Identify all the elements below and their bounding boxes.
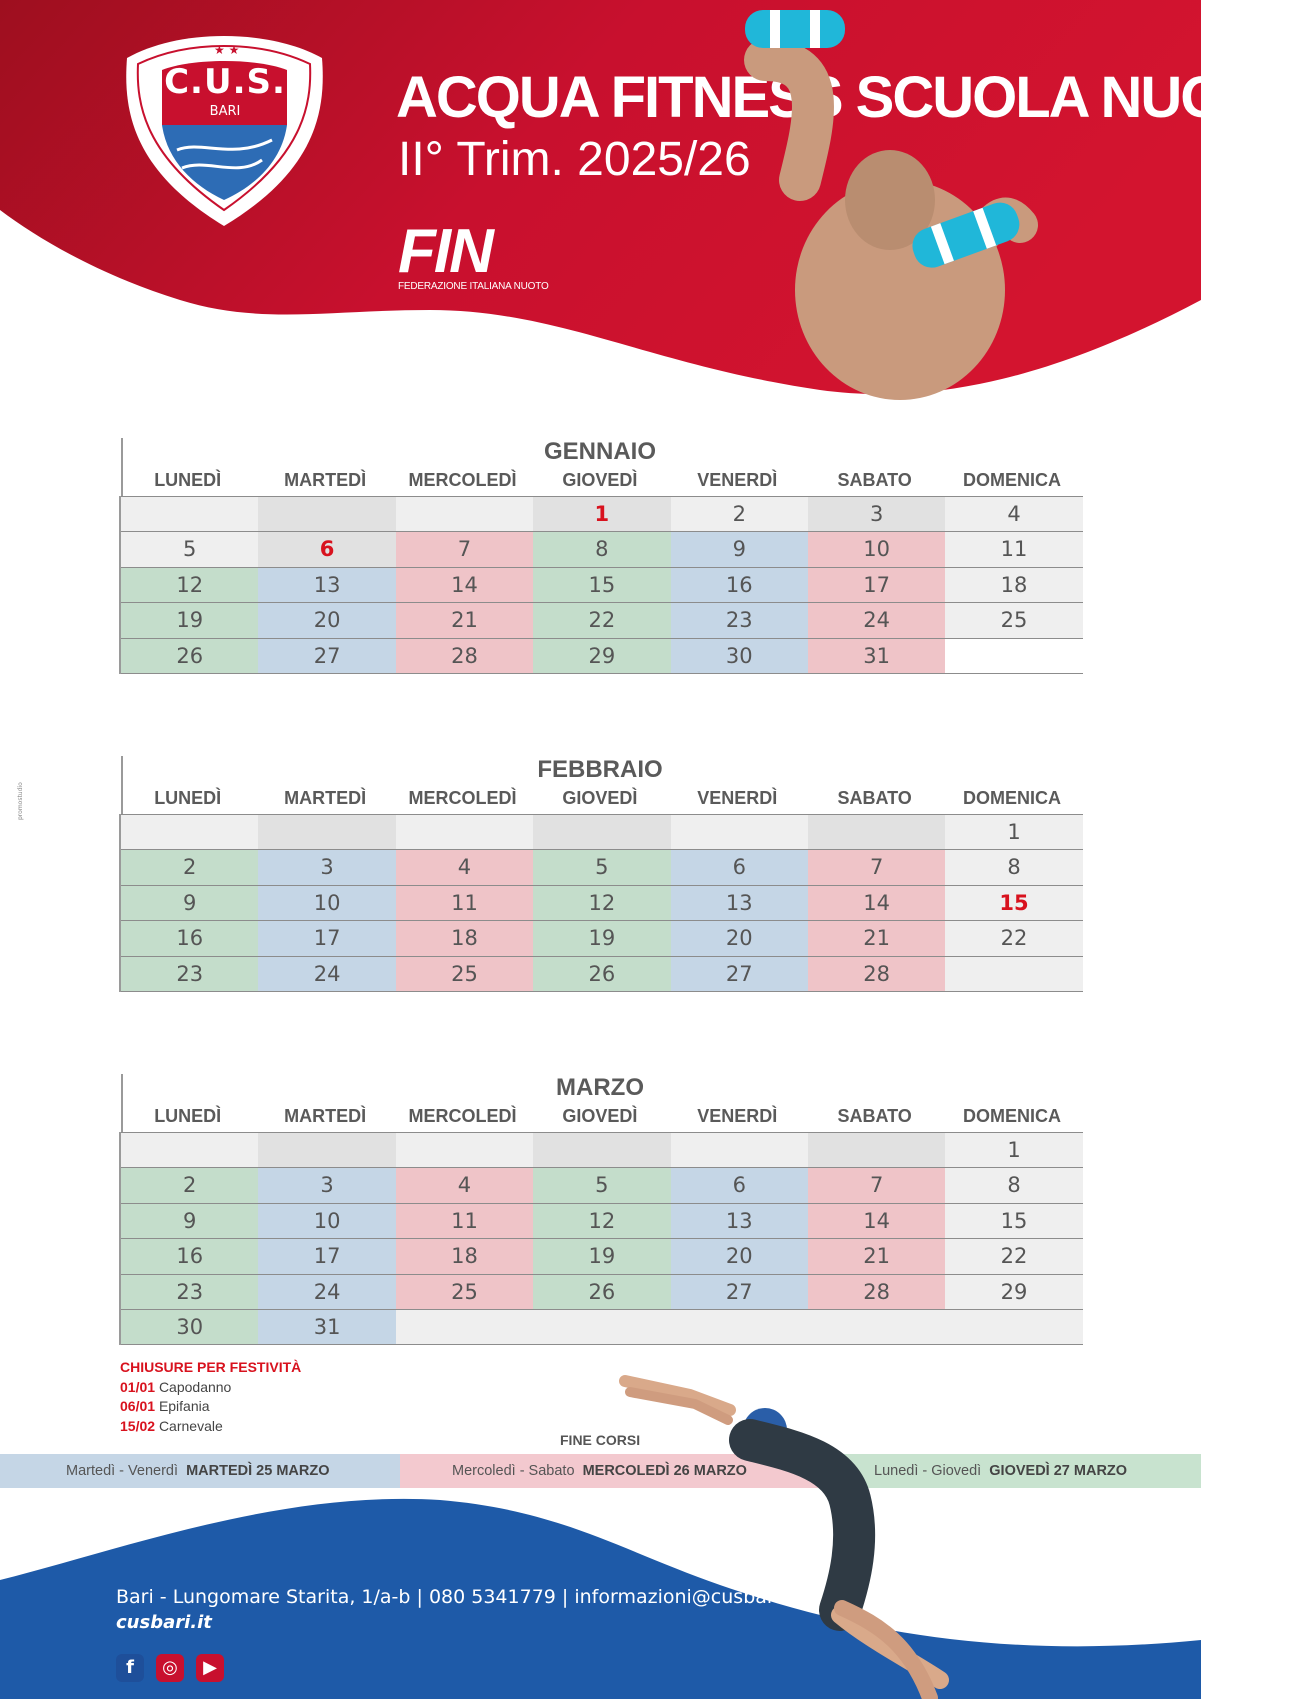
calendar-day: 12 [121, 568, 258, 602]
contact-address: Bari - Lungomare Starita, 1/a-b | 080 5341779 | informazioni@cusbari.it [116, 1586, 799, 1608]
calendar-day: 8 [945, 850, 1082, 884]
facebook-icon[interactable]: f [116, 1654, 144, 1682]
calendar-week-row [121, 496, 1083, 531]
calendar-day: 11 [396, 886, 533, 920]
calendar-day: 29 [945, 1275, 1082, 1309]
calendar-day: 7 [808, 850, 945, 884]
calendar-day: 31 [258, 1310, 395, 1344]
calendar-day: 18 [396, 1239, 533, 1273]
calendar-day: 7 [808, 1168, 945, 1202]
weekday-header: MERCOLEDÌ [408, 1106, 517, 1126]
page-title: ACQUA FITNESS SCUOLA NUOTO [396, 65, 1299, 130]
calendar-empty-day [945, 639, 1082, 673]
calendar-day: 10 [258, 1204, 395, 1238]
calendar-day: 13 [258, 568, 395, 602]
closure-item: 06/01 Epifania [120, 1398, 210, 1414]
calendar-day: 8 [533, 532, 670, 566]
calendar-day: 11 [945, 532, 1082, 566]
calendar-day: 28 [808, 957, 945, 991]
calendar-day: 24 [258, 957, 395, 991]
calendar-empty-day [396, 1133, 533, 1167]
calendar-day: 9 [121, 886, 258, 920]
calendar-empty-day [396, 497, 533, 531]
calendar-week-row [121, 1203, 1083, 1238]
calendar-week-row [121, 814, 1083, 849]
svg-text:★ ★: ★ ★ [214, 43, 240, 57]
calendar-day: 5 [533, 850, 670, 884]
fine-corsi-band-wed-sat: Mercoledì - Sabato MERCOLEDÌ 26 MARZO [400, 1454, 840, 1488]
calendar-grid [119, 496, 1083, 674]
calendar-day: 4 [396, 1168, 533, 1202]
calendar-day: 4 [945, 497, 1082, 531]
calendar-day: 3 [258, 1168, 395, 1202]
calendar-day: 1 [945, 815, 1082, 849]
calendar-day: 28 [808, 1275, 945, 1309]
calendar-day: 12 [533, 1204, 670, 1238]
calendar-day: 22 [945, 921, 1082, 955]
grid-left-border [121, 756, 123, 814]
calendar-week-row [121, 531, 1083, 566]
calendar-week-row [121, 956, 1083, 992]
calendar-day: 21 [808, 921, 945, 955]
calendar-day: 13 [671, 886, 808, 920]
weekday-header: MERCOLEDÌ [408, 788, 517, 808]
weekday-header: VENERDÌ [697, 788, 778, 808]
calendar-day: 10 [258, 886, 395, 920]
calendar-day: 19 [533, 921, 670, 955]
calendar-empty-day [121, 497, 258, 531]
calendar-empty-day [396, 815, 533, 849]
calendar-day: 30 [121, 1310, 258, 1344]
calendar-day: 18 [945, 568, 1082, 602]
calendar-day: 25 [945, 603, 1082, 637]
weekday-header: VENERDÌ [697, 470, 778, 490]
calendar-day: 17 [258, 921, 395, 955]
fin-logo-subtitle: FEDERAZIONE ITALIANA NUOTO [398, 281, 549, 292]
instagram-icon[interactable]: ◎ [156, 1654, 184, 1682]
calendar-grid [119, 814, 1083, 992]
month-title: FEBBRAIO [537, 756, 663, 783]
calendar-day: 14 [396, 568, 533, 602]
calendar-day: 28 [396, 639, 533, 673]
calendar-day: 5 [533, 1168, 670, 1202]
calendar-day: 27 [671, 1275, 808, 1309]
calendar-day: 2 [121, 1168, 258, 1202]
weekday-header: GIOVEDÌ [562, 788, 638, 808]
calendar-day: 26 [121, 639, 258, 673]
calendar-week-row [121, 1274, 1083, 1309]
holiday-closures [120, 1358, 301, 1436]
calendar-day: 22 [945, 1239, 1082, 1273]
calendar-empty-day [258, 497, 395, 531]
calendar-week-row [121, 920, 1083, 955]
calendar-day: 26 [533, 957, 670, 991]
calendar-week-row [121, 567, 1083, 602]
calendar-day: 17 [808, 568, 945, 602]
weekday-header: MARTEDÌ [284, 788, 367, 808]
weekday-header: DOMENICA [963, 788, 1062, 808]
weekday-header: LUNEDÌ [154, 788, 222, 808]
calendar-day: 13 [671, 1204, 808, 1238]
calendar-day: 20 [671, 921, 808, 955]
calendar-day: 16 [121, 921, 258, 955]
logo-text: C.U.S. [164, 62, 286, 102]
youtube-icon[interactable]: ▶ [196, 1654, 224, 1682]
calendar-day: 24 [808, 603, 945, 637]
weekday-header: MARTEDÌ [284, 470, 367, 490]
weekday-header: LUNEDÌ [154, 470, 222, 490]
weekday-header-row [119, 470, 1081, 491]
swimmer-image [610, 1380, 1040, 1699]
calendar-empty-day [533, 815, 670, 849]
calendar-day: 16 [121, 1239, 258, 1273]
calendar-day: 7 [396, 532, 533, 566]
calendar-empty-day [121, 1133, 258, 1167]
calendar-day: 6 [258, 532, 395, 566]
calendar-day: 27 [671, 957, 808, 991]
fine-corsi-band-mon-thu: Lunedì - Giovedì GIOVEDÌ 27 MARZO [840, 1454, 1201, 1488]
calendar-empty-day [808, 1310, 945, 1344]
calendar-day: 16 [671, 568, 808, 602]
weekday-header-row [119, 788, 1081, 809]
calendar-day: 24 [258, 1275, 395, 1309]
calendar-day: 15 [945, 886, 1082, 920]
fine-corsi-title: FINE CORSI [560, 1432, 641, 1448]
calendar-week-row [121, 1132, 1083, 1167]
weekday-header: GIOVEDÌ [562, 1106, 638, 1126]
calendar-day: 19 [533, 1239, 670, 1273]
weekday-header: LUNEDÌ [154, 1106, 222, 1126]
calendar-empty-day [945, 1310, 1082, 1344]
calendar-empty-day [945, 957, 1082, 991]
calendar-empty-day [258, 1133, 395, 1167]
calendar-day: 9 [121, 1204, 258, 1238]
calendar-day: 11 [396, 1204, 533, 1238]
calendar-empty-day [533, 1310, 670, 1344]
calendar-day: 30 [671, 639, 808, 673]
calendar-day: 25 [396, 957, 533, 991]
grid-left-border [121, 438, 123, 496]
calendar-empty-day [258, 815, 395, 849]
calendar-week-row [121, 1309, 1083, 1345]
calendar-day: 2 [121, 850, 258, 884]
calendar-empty-day [671, 1310, 808, 1344]
weekday-header: DOMENICA [963, 470, 1062, 490]
closure-item: 01/01 Capodanno [120, 1378, 232, 1395]
calendar-empty-day [671, 1133, 808, 1167]
calendar-week-row [121, 1167, 1083, 1202]
closure-item: 15/02 Carnevale [120, 1417, 223, 1434]
calendar-day: 27 [258, 639, 395, 673]
website-link[interactable]: cusbari.it [116, 1612, 212, 1633]
weekday-header-row [119, 1106, 1081, 1127]
weekday-header: SABATO [837, 788, 912, 808]
calendar-day: 25 [396, 1275, 533, 1309]
calendar-empty-day [396, 1310, 533, 1344]
calendar-week-row [121, 602, 1083, 637]
calendar-day: 17 [258, 1239, 395, 1273]
calendar-day: 9 [671, 532, 808, 566]
calendar-day: 21 [396, 603, 533, 637]
calendar-day: 15 [533, 568, 670, 602]
calendar-day: 14 [808, 1204, 945, 1238]
calendar-day: 21 [808, 1239, 945, 1273]
month-title: GENNAIO [543, 438, 656, 465]
calendar-day: 31 [808, 639, 945, 673]
designer-credit: promostudio [17, 782, 24, 820]
calendar-day: 26 [533, 1275, 670, 1309]
calendar-day: 18 [396, 921, 533, 955]
calendar-week-row [121, 885, 1083, 920]
calendar-empty-day [671, 815, 808, 849]
calendar-day: 12 [533, 886, 670, 920]
weekday-header: SABATO [837, 470, 912, 490]
calendar-week-row [121, 1238, 1083, 1273]
calendar-day: 10 [808, 532, 945, 566]
calendar-day: 1 [945, 1133, 1082, 1167]
calendar-day: 23 [671, 603, 808, 637]
calendar-day: 22 [533, 603, 670, 637]
calendar-empty-day [121, 815, 258, 849]
calendar-day: 23 [121, 1275, 258, 1309]
fin-logo: FIN [398, 217, 492, 286]
calendar-week-row [121, 638, 1083, 674]
calendar-empty-day [533, 1133, 670, 1167]
weekday-header: GIOVEDÌ [562, 470, 638, 490]
cus-bari-logo [122, 30, 327, 230]
grid-left-border [121, 1074, 123, 1132]
athlete-dumbbell-image [760, 0, 1100, 400]
page-subtitle: II° Trim. 2025/26 [398, 133, 751, 186]
calendar-week-row [121, 849, 1083, 884]
weekday-header: VENERDÌ [697, 1106, 778, 1126]
calendar-empty-day [808, 815, 945, 849]
calendar-day: 23 [121, 957, 258, 991]
calendar-grid [119, 1132, 1083, 1345]
weekday-header: MARTEDÌ [284, 1106, 367, 1126]
calendar-day: 8 [945, 1168, 1082, 1202]
calendar-day: 20 [671, 1239, 808, 1273]
logo-city: BARI [209, 104, 241, 119]
month-title: MARZO [556, 1074, 644, 1101]
calendar-day: 19 [121, 603, 258, 637]
fine-corsi-band-tue-fri: Martedì - Venerdì MARTEDÌ 25 MARZO [0, 1454, 400, 1488]
calendar-day: 3 [808, 497, 945, 531]
calendar-day: 1 [533, 497, 670, 531]
calendar-day: 4 [396, 850, 533, 884]
calendar-day: 20 [258, 603, 395, 637]
calendar-day: 6 [671, 1168, 808, 1202]
closures-title: CHIUSURE PER FESTIVITÀ [120, 1359, 302, 1375]
calendar-day: 29 [533, 639, 670, 673]
calendar-day: 3 [258, 850, 395, 884]
calendar-day: 15 [945, 1204, 1082, 1238]
weekday-header: DOMENICA [963, 1106, 1062, 1126]
calendar-day: 5 [121, 532, 258, 566]
weekday-header: SABATO [837, 1106, 912, 1126]
calendar-empty-day [808, 1133, 945, 1167]
weekday-header: MERCOLEDÌ [408, 470, 517, 490]
calendar-day: 2 [671, 497, 808, 531]
calendar-day: 6 [671, 850, 808, 884]
calendar-day: 14 [808, 886, 945, 920]
